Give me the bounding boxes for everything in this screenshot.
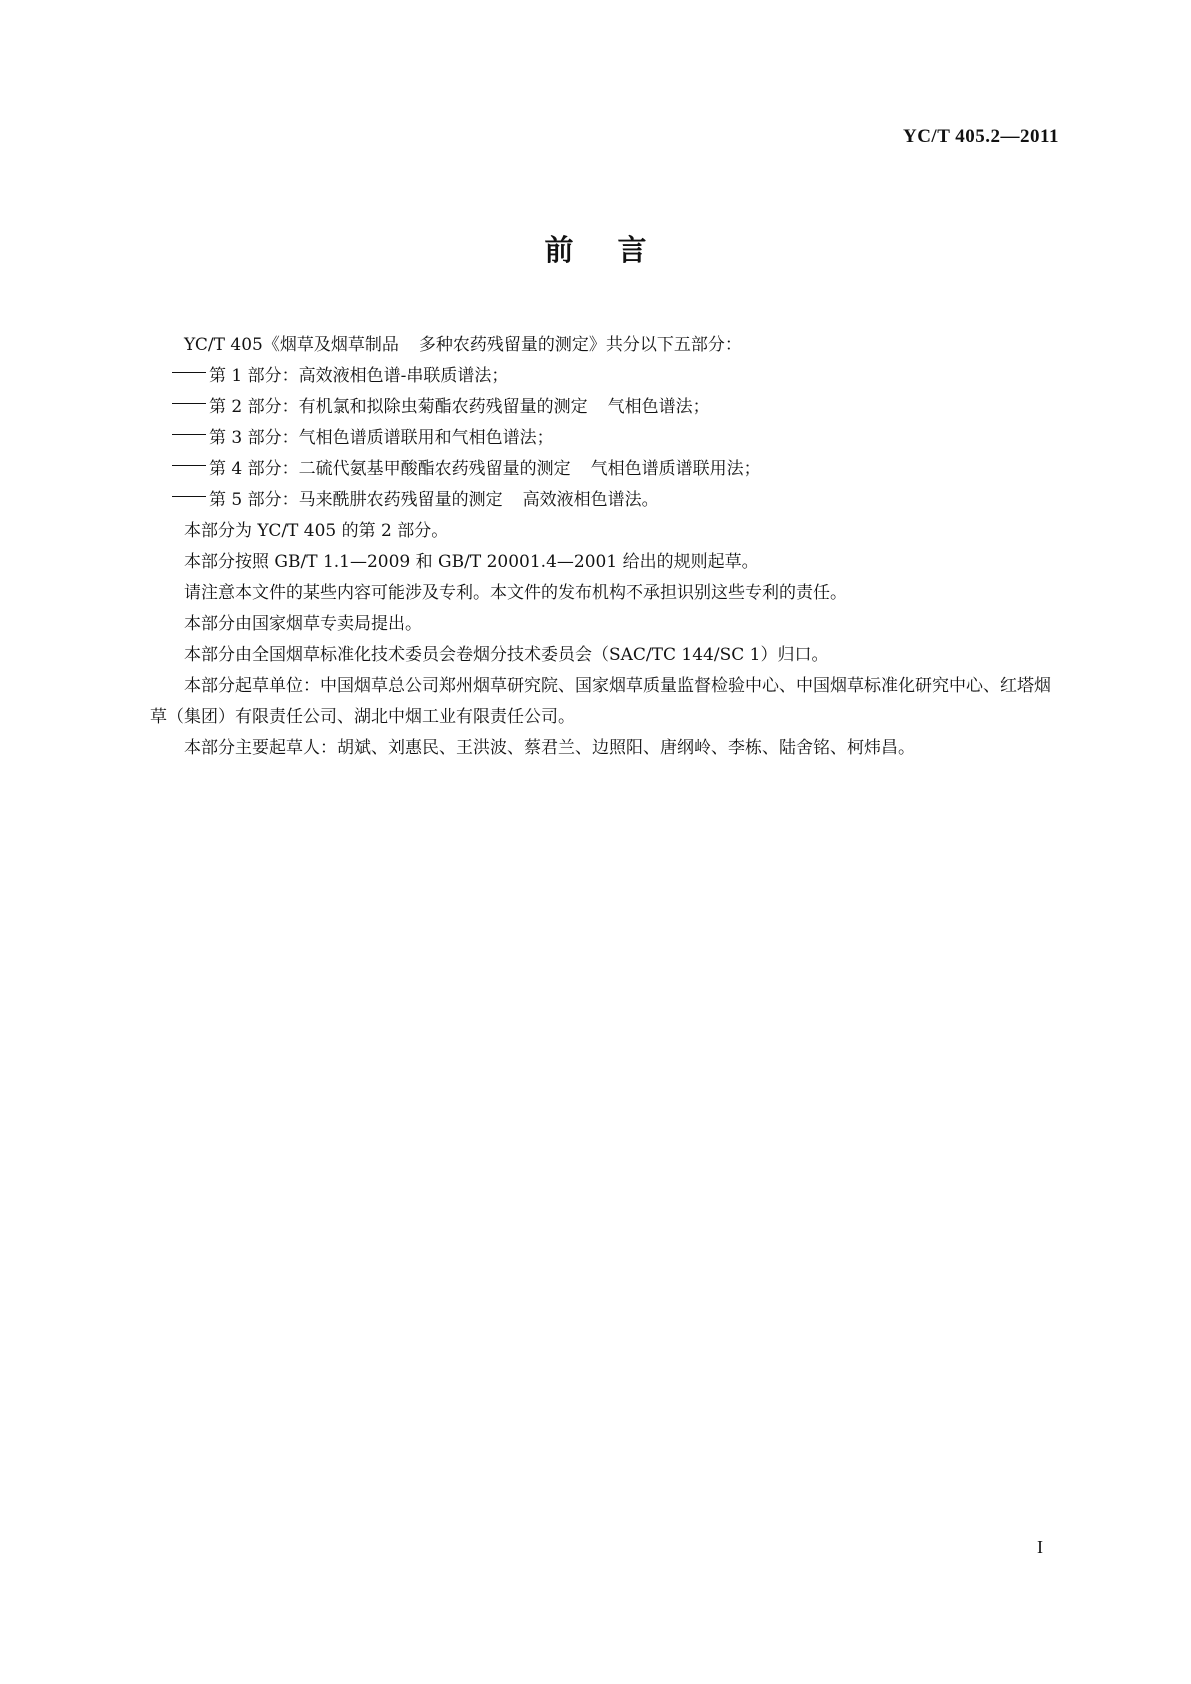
em-dash-marker [172, 434, 206, 435]
em-dash-marker [172, 465, 206, 466]
drafting-units: 本部分起草单位：中国烟草总公司郑州烟草研究院、国家烟草质量监督检验中心、中国烟草标准化研究中心、红塔烟草（集团）有限责任公司、湖北中烟工业有限责任公司。 [150, 676, 1051, 727]
part-method: 气相色谱法； [607, 397, 710, 417]
list-item [150, 423, 1060, 454]
list-item [150, 392, 1060, 423]
drafting-rules: 本部分按照 GB/T 1.1—2009 和 GB/T 20001.4—2001 给出的规则起草。 [184, 552, 759, 572]
part-label: 第 2 部分：有机氯和拟除虫菊酯农药残留量的测定 [209, 397, 588, 417]
managed-by: 本部分由全国烟草标准化技术委员会卷烟分技术委员会（SAC/TC 144/SC 1）归口。 [184, 645, 829, 665]
drafters: 本部分主要起草人：胡斌、刘惠民、王洪波、蔡君兰、边照阳、唐纲岭、李栋、陆舍铭、柯炜昌。 [184, 738, 915, 758]
part-label: 第 1 部分：高效液相色谱-串联质谱法； [209, 366, 509, 386]
list-item [150, 485, 1060, 516]
part-method: 高效液相色谱法。 [522, 490, 659, 510]
em-dash-marker [172, 372, 206, 373]
standard-code: YC/T 405.2—2011 [902, 126, 1059, 147]
intro-paragraph [150, 330, 1060, 361]
part-statement: 本部分为 YC/T 405 的第 2 部分。 [184, 521, 449, 541]
part-method: 气相色谱质谱联用法； [590, 459, 761, 479]
list-item [150, 454, 1060, 485]
intro-prefix: YC/T 405《烟草及烟草制品 [184, 335, 399, 355]
em-dash-marker [172, 496, 206, 497]
intro-topic: 多种农药残留量的测定》共分以下五部分： [418, 335, 742, 355]
patent-notice: 请注意本文件的某些内容可能涉及专利。本文件的发布机构不承担识别这些专利的责任。 [184, 583, 847, 603]
page-number: I [1037, 1537, 1043, 1557]
part-label: 第 5 部分：马来酰肼农药残留量的测定 [209, 490, 503, 510]
foreword-body [150, 330, 1060, 764]
page-title: 前言 [544, 233, 691, 267]
part-label: 第 4 部分：二硫代氨基甲酸酯农药残留量的测定 [209, 459, 571, 479]
list-item [150, 361, 1060, 392]
part-label: 第 3 部分：气相色谱质谱联用和气相色谱法； [209, 428, 554, 448]
proposed-by: 本部分由国家烟草专卖局提出。 [184, 614, 422, 634]
em-dash-marker [172, 403, 206, 404]
